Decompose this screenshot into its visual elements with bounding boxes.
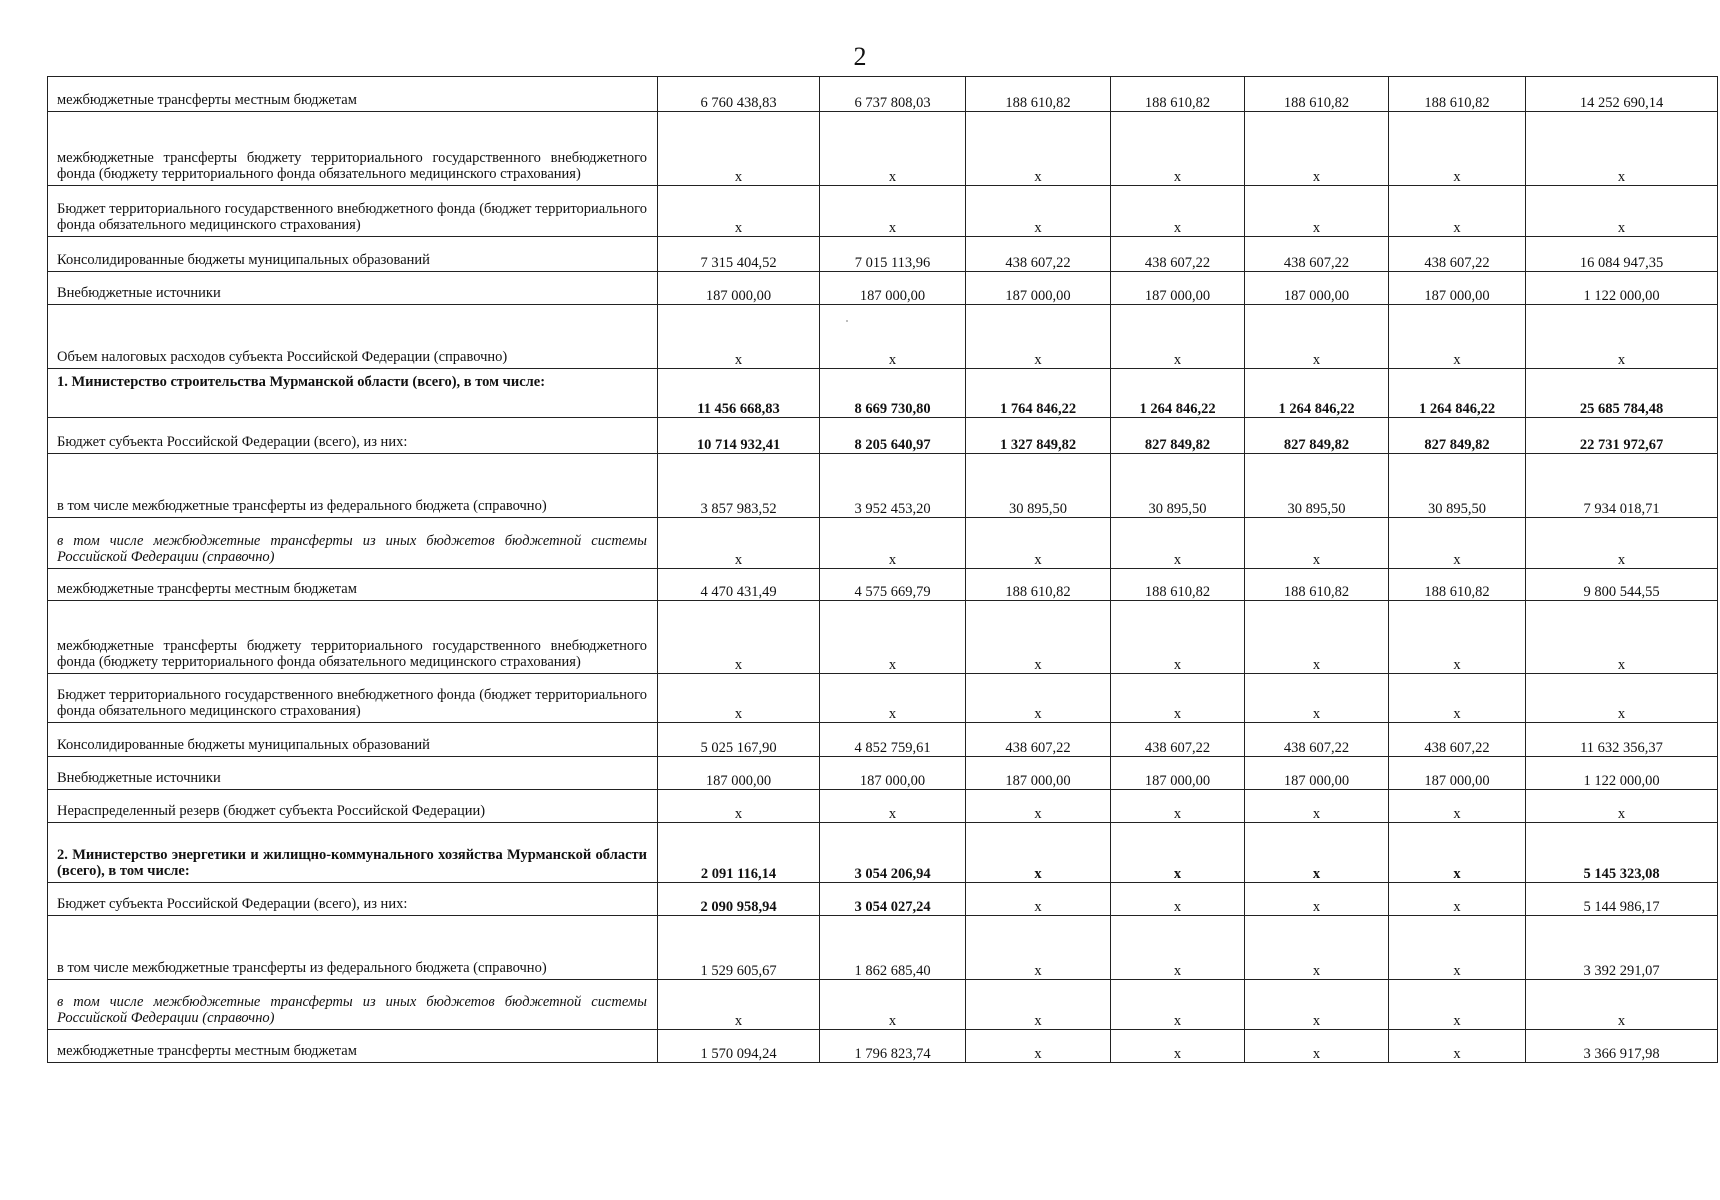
- value-cell: x: [658, 518, 820, 569]
- value-cell: 30 895,50: [966, 454, 1111, 518]
- table-row-section-header: [48, 369, 1718, 418]
- value-cell: 188 610,82: [1389, 569, 1526, 601]
- value-cell: x: [1111, 1030, 1245, 1063]
- section-title: 1. Министерство строительства Мурманской области (всего), в том числе:: [48, 369, 658, 418]
- row-description: в том числе межбюджетные трансферты из иных бюджетов бюджетной системы Российской Федерации (справочно): [48, 518, 658, 569]
- value-cell: x: [1389, 823, 1526, 883]
- value-cell: 1 264 846,22: [1245, 369, 1389, 418]
- table-row: [48, 601, 1718, 674]
- value-cell: 188 610,82: [1245, 77, 1389, 112]
- value-cell: 1 264 846,22: [1111, 369, 1245, 418]
- value-cell: x: [820, 790, 966, 823]
- value-cell: x: [820, 112, 966, 186]
- value-cell: x: [1111, 883, 1245, 916]
- value-cell: x: [966, 674, 1111, 723]
- value-cell: 187 000,00: [1245, 272, 1389, 305]
- value-cell: x: [966, 112, 1111, 186]
- value-cell: 1 570 094,24: [658, 1030, 820, 1063]
- value-cell: 187 000,00: [658, 757, 820, 790]
- table-row: [48, 757, 1718, 790]
- table-row: [48, 790, 1718, 823]
- value-cell: x: [966, 916, 1111, 980]
- total-cell: x: [1526, 790, 1718, 823]
- value-cell: 3 054 206,94: [820, 823, 966, 883]
- value-cell: 2 091 116,14: [658, 823, 820, 883]
- value-cell: x: [1111, 790, 1245, 823]
- value-cell: 438 607,22: [1111, 237, 1245, 272]
- value-cell: 438 607,22: [1389, 723, 1526, 757]
- table-row: [48, 916, 1718, 980]
- value-cell: x: [1245, 823, 1389, 883]
- table-row: [48, 1030, 1718, 1063]
- value-cell: 4 852 759,61: [820, 723, 966, 757]
- value-cell: x: [1111, 674, 1245, 723]
- value-cell: x: [1389, 674, 1526, 723]
- row-description: межбюджетные трансферты бюджету территориального государственного внебюджетного фонда (бюджету территориального фонда обязательного медицинского страхования): [48, 112, 658, 186]
- value-cell: 187 000,00: [1389, 757, 1526, 790]
- total-cell: x: [1526, 305, 1718, 369]
- value-cell: 438 607,22: [1245, 237, 1389, 272]
- value-cell: x: [1245, 186, 1389, 237]
- row-description: в том числе межбюджетные трансферты из иных бюджетов бюджетной системы Российской Федерации (справочно): [48, 980, 658, 1030]
- value-cell: 438 607,22: [1389, 237, 1526, 272]
- value-cell: x: [658, 305, 820, 369]
- value-cell: x: [1389, 186, 1526, 237]
- value-cell: x: [966, 186, 1111, 237]
- value-cell: x: [820, 186, 966, 237]
- total-cell: 22 731 972,67: [1526, 418, 1718, 454]
- value-cell: 187 000,00: [658, 272, 820, 305]
- value-cell: 30 895,50: [1389, 454, 1526, 518]
- total-cell: 5 144 986,17: [1526, 883, 1718, 916]
- value-cell: x: [1111, 601, 1245, 674]
- row-description: Внебюджетные источники: [48, 272, 658, 305]
- row-description: межбюджетные трансферты местным бюджетам: [48, 1030, 658, 1063]
- value-cell: 1 862 685,40: [820, 916, 966, 980]
- total-cell: 9 800 544,55: [1526, 569, 1718, 601]
- value-cell: x: [820, 980, 966, 1030]
- value-cell: 187 000,00: [966, 757, 1111, 790]
- value-cell: 187 000,00: [966, 272, 1111, 305]
- value-cell: 438 607,22: [966, 237, 1111, 272]
- value-cell: 4 470 431,49: [658, 569, 820, 601]
- value-cell: x: [1389, 112, 1526, 186]
- value-cell: x: [1111, 305, 1245, 369]
- value-cell: 3 054 027,24: [820, 883, 966, 916]
- row-description: в том числе межбюджетные трансферты из федерального бюджета (справочно): [48, 916, 658, 980]
- value-cell: x: [1389, 790, 1526, 823]
- value-cell: 187 000,00: [820, 757, 966, 790]
- value-cell: 10 714 932,41: [658, 418, 820, 454]
- row-description: межбюджетные трансферты местным бюджетам: [48, 569, 658, 601]
- total-cell: 5 145 323,08: [1526, 823, 1718, 883]
- row-description: Внебюджетные источники: [48, 757, 658, 790]
- table-row-section-header: [48, 823, 1718, 883]
- total-cell: 16 084 947,35: [1526, 237, 1718, 272]
- value-cell: x: [966, 518, 1111, 569]
- table-row: [48, 883, 1718, 916]
- value-cell: 188 610,82: [1245, 569, 1389, 601]
- total-cell: 1 122 000,00: [1526, 757, 1718, 790]
- value-cell: 7 015 113,96: [820, 237, 966, 272]
- value-cell: x: [1245, 790, 1389, 823]
- value-cell: x: [1245, 305, 1389, 369]
- value-cell: x: [658, 112, 820, 186]
- value-cell: x: [966, 883, 1111, 916]
- value-cell: x: [1111, 823, 1245, 883]
- table-row: [48, 723, 1718, 757]
- table-row: [48, 186, 1718, 237]
- value-cell: 3 952 453,20: [820, 454, 966, 518]
- value-cell: 438 607,22: [1245, 723, 1389, 757]
- value-cell: x: [658, 674, 820, 723]
- value-cell: 6 760 438,83: [658, 77, 820, 112]
- value-cell: 187 000,00: [820, 272, 966, 305]
- row-description: Консолидированные бюджеты муниципальных образований: [48, 237, 658, 272]
- row-description: в том числе межбюджетные трансферты из федерального бюджета (справочно): [48, 454, 658, 518]
- value-cell: x: [1111, 112, 1245, 186]
- value-cell: x: [966, 305, 1111, 369]
- value-cell: 438 607,22: [1111, 723, 1245, 757]
- value-cell: 6 737 808,03: [820, 77, 966, 112]
- row-description: Нераспределенный резерв (бюджет субъекта Российской Федерации): [48, 790, 658, 823]
- value-cell: 7 315 404,52: [658, 237, 820, 272]
- value-cell: x: [1389, 305, 1526, 369]
- total-cell: x: [1526, 980, 1718, 1030]
- table-row: [48, 518, 1718, 569]
- row-description: Консолидированные бюджеты муниципальных образований: [48, 723, 658, 757]
- row-description: Бюджет территориального государственного внебюджетного фонда (бюджет территориального фонда обязательного медицинского страхования): [48, 186, 658, 237]
- value-cell: x: [966, 790, 1111, 823]
- value-cell: 3 857 983,52: [658, 454, 820, 518]
- value-cell: x: [658, 601, 820, 674]
- value-cell: x: [966, 980, 1111, 1030]
- value-cell: 188 610,82: [1111, 77, 1245, 112]
- value-cell: 188 610,82: [1111, 569, 1245, 601]
- value-cell: 187 000,00: [1111, 757, 1245, 790]
- value-cell: 187 000,00: [1245, 757, 1389, 790]
- value-cell: x: [1245, 883, 1389, 916]
- table-row: [48, 454, 1718, 518]
- value-cell: x: [1111, 916, 1245, 980]
- value-cell: x: [1245, 112, 1389, 186]
- value-cell: x: [1389, 980, 1526, 1030]
- page-number: 2: [853, 42, 867, 71]
- value-cell: x: [966, 1030, 1111, 1063]
- value-cell: 5 025 167,90: [658, 723, 820, 757]
- value-cell: x: [1389, 1030, 1526, 1063]
- value-cell: 1 796 823,74: [820, 1030, 966, 1063]
- value-cell: 30 895,50: [1111, 454, 1245, 518]
- value-cell: 2 090 958,94: [658, 883, 820, 916]
- table-row: [48, 418, 1718, 454]
- table-row: [48, 569, 1718, 601]
- value-cell: x: [820, 305, 966, 369]
- table-row: [48, 305, 1718, 369]
- value-cell: 1 529 605,67: [658, 916, 820, 980]
- value-cell: x: [1389, 916, 1526, 980]
- value-cell: x: [820, 674, 966, 723]
- value-cell: 4 575 669,79: [820, 569, 966, 601]
- value-cell: x: [1111, 186, 1245, 237]
- value-cell: 438 607,22: [966, 723, 1111, 757]
- row-description: межбюджетные трансферты местным бюджетам: [48, 77, 658, 112]
- value-cell: 11 456 668,83: [658, 369, 820, 418]
- row-description: Бюджет территориального государственного внебюджетного фонда (бюджет территориального фонда обязательного медицинского страхования): [48, 674, 658, 723]
- value-cell: 30 895,50: [1245, 454, 1389, 518]
- value-cell: x: [966, 601, 1111, 674]
- value-cell: x: [1245, 1030, 1389, 1063]
- total-cell: x: [1526, 112, 1718, 186]
- value-cell: x: [658, 186, 820, 237]
- row-description: Объем налоговых расходов субъекта Российской Федерации (справочно): [48, 305, 658, 369]
- total-cell: 3 366 917,98: [1526, 1030, 1718, 1063]
- section-title: 2. Министерство энергетики и жилищно-коммунального хозяйства Мурманской области (всего), в том числе:: [48, 823, 658, 883]
- table-row: [48, 237, 1718, 272]
- value-cell: x: [658, 790, 820, 823]
- value-cell: x: [1245, 601, 1389, 674]
- value-cell: x: [820, 601, 966, 674]
- value-cell: x: [1245, 674, 1389, 723]
- total-cell: 1 122 000,00: [1526, 272, 1718, 305]
- value-cell: x: [1245, 518, 1389, 569]
- value-cell: 827 849,82: [1389, 418, 1526, 454]
- table-row: [48, 674, 1718, 723]
- value-cell: x: [1389, 601, 1526, 674]
- value-cell: x: [1389, 518, 1526, 569]
- total-cell: x: [1526, 518, 1718, 569]
- value-cell: 8 669 730,80: [820, 369, 966, 418]
- value-cell: 188 610,82: [966, 569, 1111, 601]
- total-cell: x: [1526, 186, 1718, 237]
- total-cell: 3 392 291,07: [1526, 916, 1718, 980]
- table-row: [48, 980, 1718, 1030]
- table-row: [48, 272, 1718, 305]
- row-description: межбюджетные трансферты бюджету территориального государственного внебюджетного фонда (бюджету территориального фонда обязательного медицинского страхования): [48, 601, 658, 674]
- total-cell: 14 252 690,14: [1526, 77, 1718, 112]
- value-cell: x: [1111, 518, 1245, 569]
- value-cell: x: [820, 518, 966, 569]
- value-cell: 188 610,82: [1389, 77, 1526, 112]
- row-description: Бюджет субъекта Российской Федерации (всего), из них:: [48, 883, 658, 916]
- value-cell: 1 327 849,82: [966, 418, 1111, 454]
- value-cell: x: [1245, 916, 1389, 980]
- value-cell: 1 264 846,22: [1389, 369, 1526, 418]
- value-cell: x: [1245, 980, 1389, 1030]
- value-cell: 1 764 846,22: [966, 369, 1111, 418]
- value-cell: 827 849,82: [1245, 418, 1389, 454]
- total-cell: 7 934 018,71: [1526, 454, 1718, 518]
- value-cell: x: [1389, 883, 1526, 916]
- value-cell: 827 849,82: [1111, 418, 1245, 454]
- row-description: Бюджет субъекта Российской Федерации (всего), из них:: [48, 418, 658, 454]
- table-row: [48, 112, 1718, 186]
- value-cell: 187 000,00: [1389, 272, 1526, 305]
- total-cell: x: [1526, 674, 1718, 723]
- value-cell: x: [966, 823, 1111, 883]
- value-cell: 188 610,82: [966, 77, 1111, 112]
- budget-table: [47, 76, 1718, 1063]
- value-cell: x: [658, 980, 820, 1030]
- table-row: [48, 77, 1718, 112]
- value-cell: 187 000,00: [1111, 272, 1245, 305]
- total-cell: 11 632 356,37: [1526, 723, 1718, 757]
- total-cell: 25 685 784,48: [1526, 369, 1718, 418]
- value-cell: x: [1111, 980, 1245, 1030]
- total-cell: x: [1526, 601, 1718, 674]
- value-cell: 8 205 640,97: [820, 418, 966, 454]
